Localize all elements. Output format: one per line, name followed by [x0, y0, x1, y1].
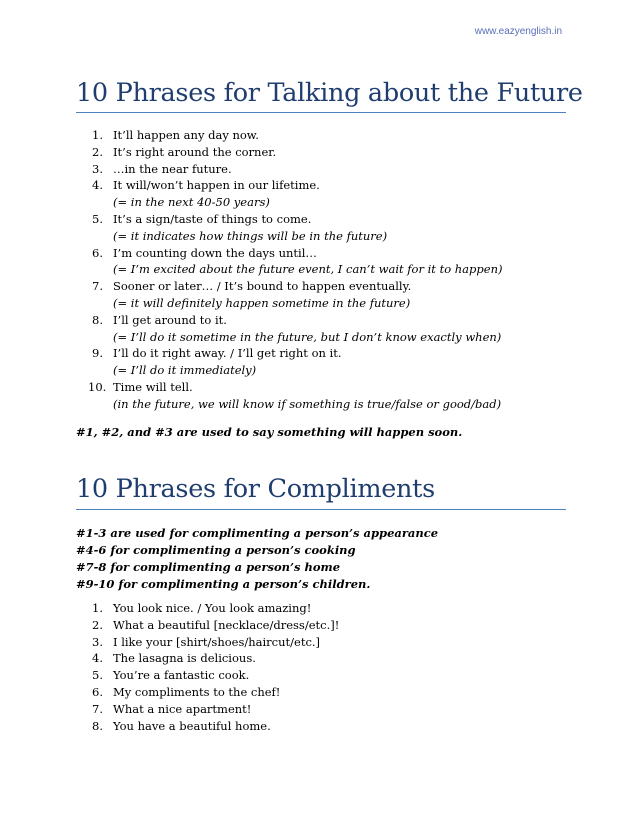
item-number: 7.	[92, 701, 103, 716]
item-text: What a nice apartment!	[113, 701, 252, 716]
item-number: 4.	[92, 651, 103, 666]
list-item	[0, 144, 389, 161]
compliments-intro-line: #9-10 for complimenting a person’s children.	[76, 577, 371, 591]
section1-divider	[76, 112, 566, 113]
list-item	[0, 345, 389, 379]
item-number: 6.	[92, 245, 103, 260]
item-note: (= in the next 40-50 years)	[113, 195, 270, 210]
item-number: 5.	[92, 211, 103, 226]
list-item	[0, 701, 252, 718]
item-number: 4.	[92, 178, 103, 193]
list-item	[0, 650, 256, 667]
item-phrase: Time will tell.	[113, 379, 193, 394]
item-phrase: I’m counting down the days until…	[113, 245, 317, 260]
compliments-intro-line: #7-8 for complimenting a person’s home	[76, 560, 341, 574]
item-number: 2.	[92, 144, 103, 159]
item-number: 6.	[92, 684, 103, 699]
item-text	[113, 312, 502, 346]
item-number: 9.	[92, 346, 103, 361]
item-text: What a beautiful [necklace/dress/etc.]!	[113, 617, 340, 632]
item-number: 2.	[92, 617, 103, 632]
compliments-intro-line: #4-6 for complimenting a person’s cooking	[76, 543, 356, 557]
item-number: 3.	[92, 161, 103, 176]
item-text: …in the near future.	[113, 161, 232, 176]
item-text: My compliments to the chef!	[113, 684, 281, 699]
list-item	[0, 127, 389, 144]
item-phrase: It’s a sign/taste of things to come.	[113, 211, 312, 226]
list-item	[0, 278, 412, 312]
item-text	[113, 177, 502, 211]
item-number: 1.	[92, 601, 103, 615]
item-number: 10.	[88, 379, 107, 394]
site-url-link[interactable]: www.eazyenglish.in	[474, 26, 562, 37]
item-note: (= I’ll do it sometime in the future, but I don’t know exactly when)	[113, 329, 502, 344]
item-note: (in the future, we will know if something is true/false or good/bad)	[113, 396, 502, 411]
section2-divider	[76, 509, 566, 510]
item-text	[113, 379, 502, 413]
item-text: You have a beautiful home.	[113, 718, 271, 733]
item-text: I like your [shirt/shoes/haircut/etc.]	[113, 634, 321, 649]
item-phrase: It will/won’t happen in our lifetime.	[113, 178, 320, 193]
item-text	[113, 211, 502, 245]
item-text: You look nice. / You look amazing!	[113, 601, 312, 615]
item-note: (= I’ll do it immediately)	[113, 363, 257, 378]
item-text: It’s right around the corner.	[113, 144, 277, 159]
list-item	[0, 211, 389, 245]
list-item	[0, 718, 271, 735]
list-item	[0, 617, 340, 634]
item-note: (= I’m excited about the future event, I can’t wait for it to happen)	[113, 262, 503, 277]
item-text: It’ll happen any day now.	[113, 128, 259, 142]
item-phrase: I’ll do it right away. / I’ll get right on it.	[113, 346, 342, 361]
list-item	[0, 379, 502, 413]
item-text: You’re a fantastic cook.	[113, 668, 250, 683]
item-phrase: I’ll get around to it.	[113, 312, 227, 327]
item-number: 3.	[92, 634, 103, 649]
item-number: 8.	[92, 312, 103, 327]
list-item	[0, 634, 321, 651]
item-text	[113, 245, 502, 279]
list-item	[0, 312, 502, 346]
section2-title: 10 Phrases for Compliments	[76, 474, 435, 504]
list-item	[0, 667, 250, 684]
list-item	[0, 177, 389, 211]
item-text	[113, 345, 502, 379]
list-item	[0, 684, 281, 701]
item-text: The lasagna is delicious.	[113, 651, 256, 666]
compliments-intro-line: #1-3 are used for complimenting a person’s appearance	[76, 526, 439, 540]
section1-title: 10 Phrases for Talking about the Future	[76, 78, 583, 108]
list-item	[0, 245, 503, 279]
list-item	[0, 600, 312, 617]
item-text	[113, 278, 502, 312]
item-note: (= it indicates how things will be in the future)	[113, 228, 388, 243]
compliment-phrases-list	[0, 600, 340, 734]
section1-footnote: #1, #2, and #3 are used to say something will happen soon.	[76, 425, 463, 439]
item-phrase: Sooner or later… / It’s bound to happen eventually.	[113, 279, 412, 294]
item-note: (= it will definitely happen sometime in the future)	[113, 295, 411, 310]
list-item	[0, 161, 389, 178]
item-number: 1.	[92, 128, 103, 142]
item-number: 5.	[92, 668, 103, 683]
future-phrases-list	[0, 127, 503, 413]
item-number: 7.	[92, 279, 103, 294]
item-number: 8.	[92, 718, 103, 733]
